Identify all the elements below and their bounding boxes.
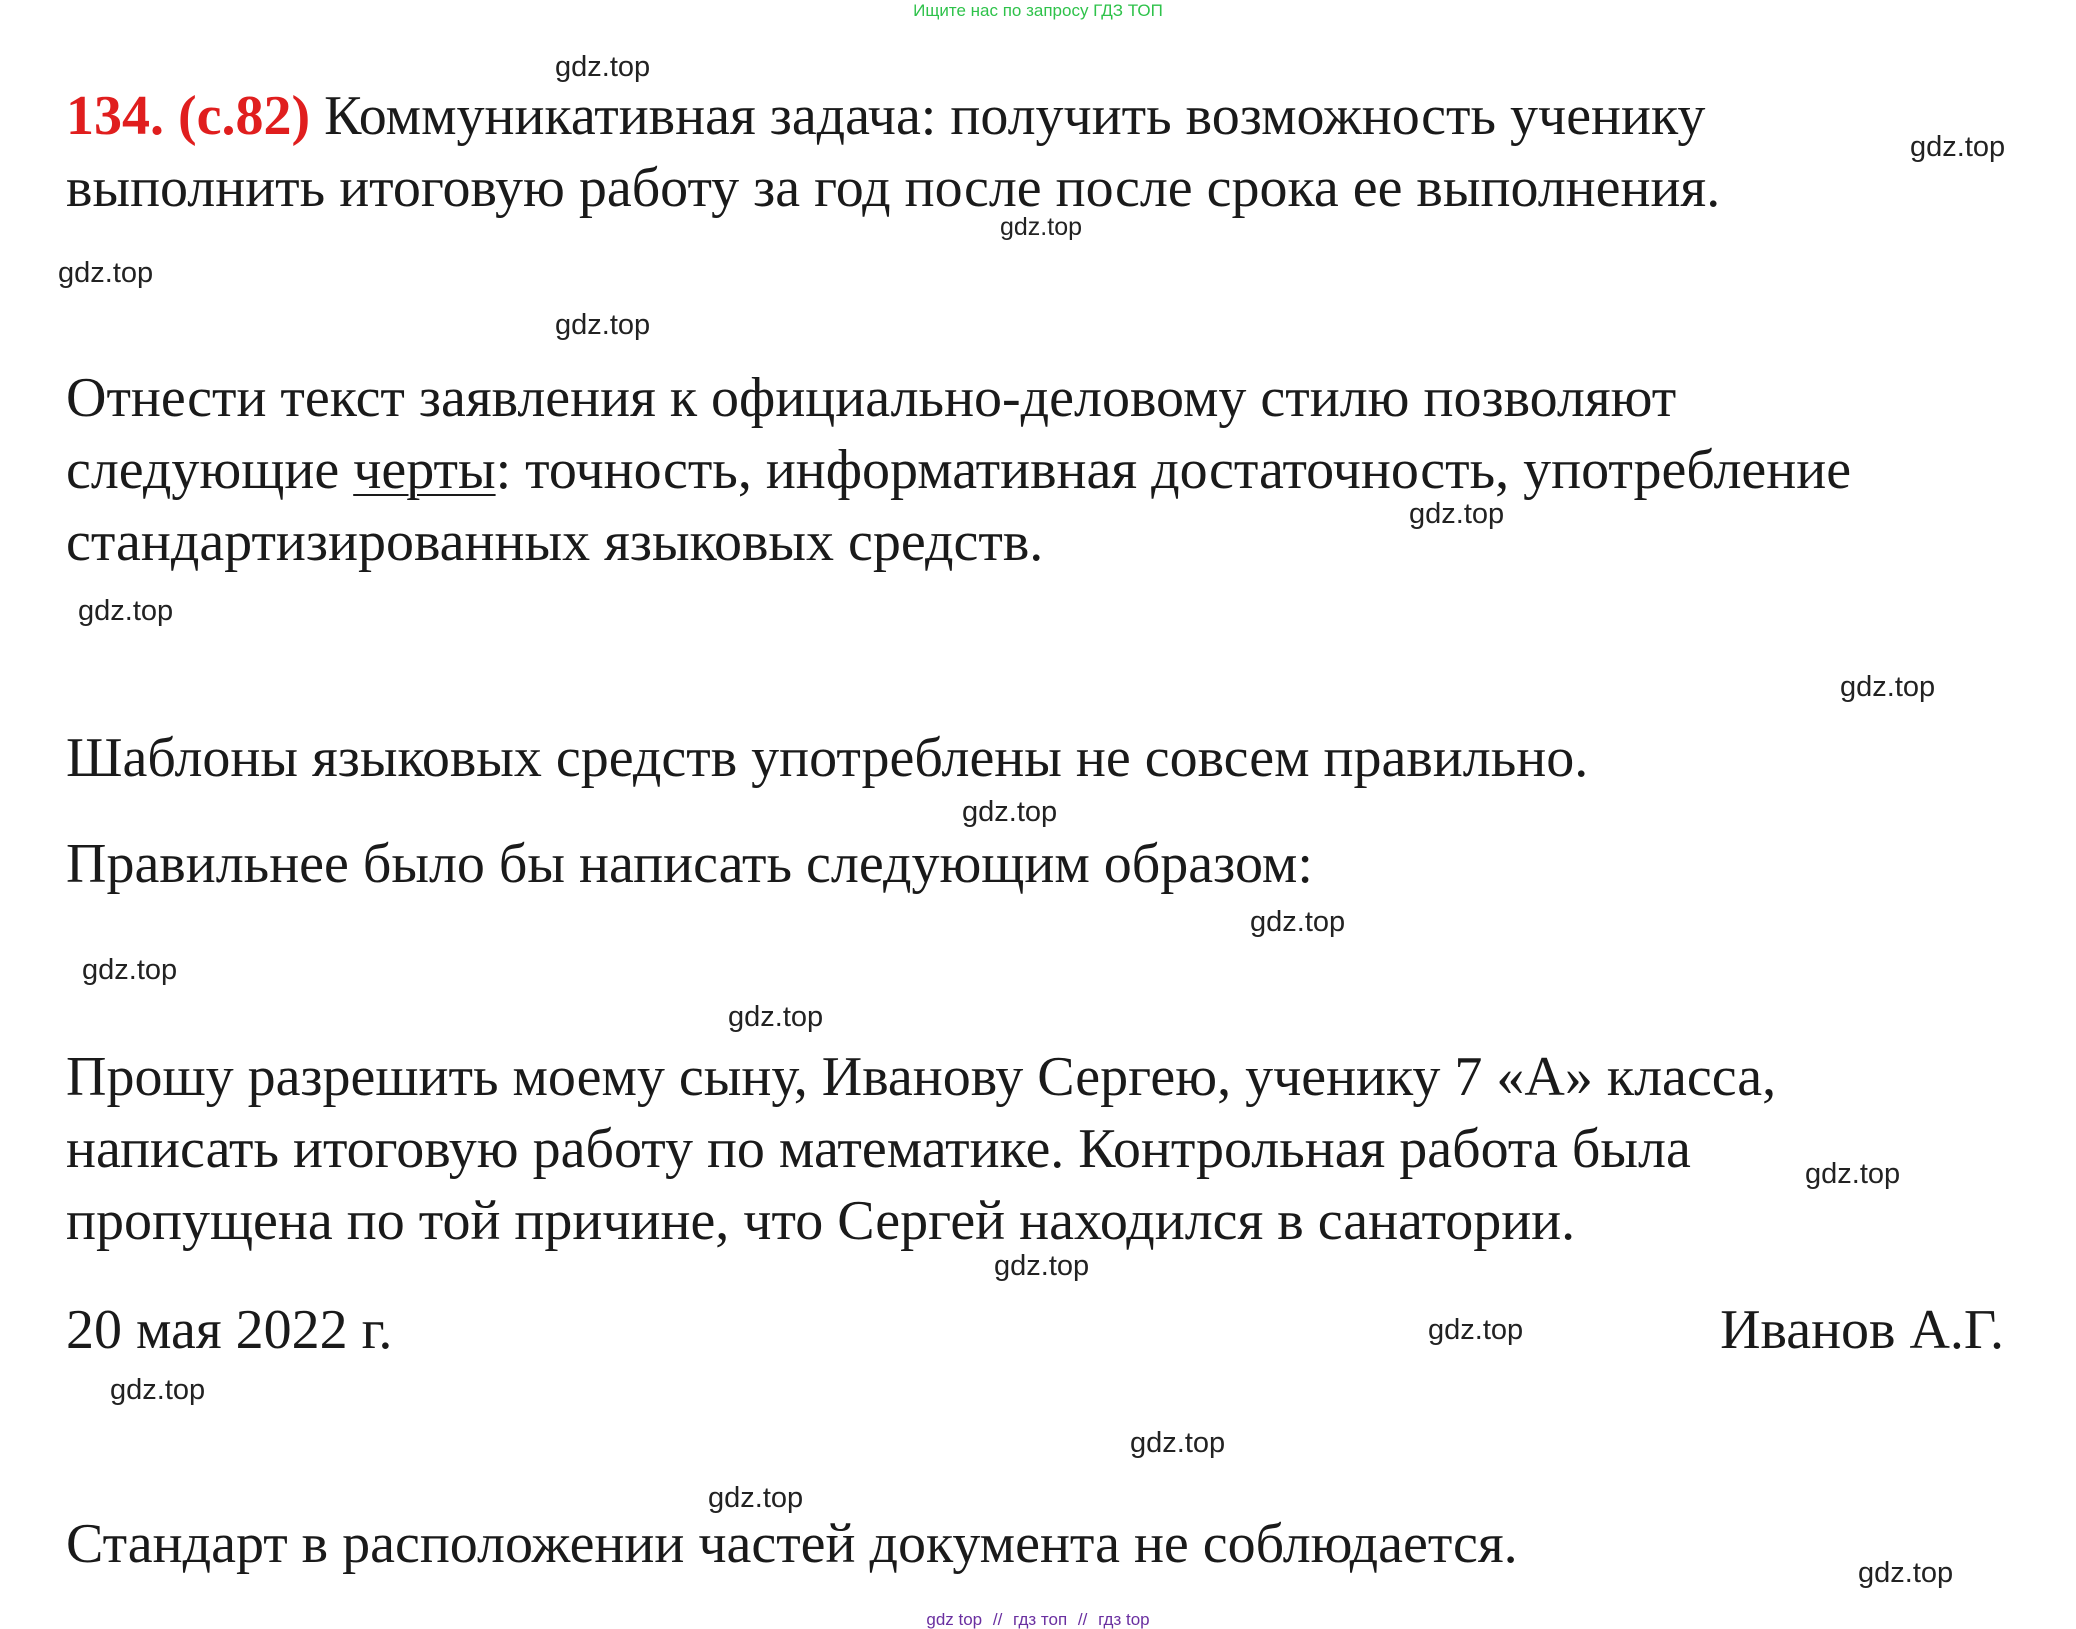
watermark: gdz.top [1805, 1158, 1901, 1190]
watermark: gdz.top [994, 1250, 1090, 1282]
footer-link-2[interactable]: гдз топ [1013, 1610, 1068, 1629]
statement-date: 20 мая 2022 г. [66, 1299, 393, 1361]
style-paragraph-line-2-end: : точность, информативная достаточность, употребление [495, 439, 1852, 501]
task-heading-line-1 [66, 80, 1705, 152]
search-banner [0, 0, 2076, 22]
watermark: gdz.top [1858, 1557, 1954, 1589]
footer-link-1[interactable]: gdz top [926, 1610, 983, 1629]
watermark: gdz.top [555, 309, 651, 341]
task-number: 134. (с.82) [66, 85, 311, 147]
statement-line-1: Прошу разрешить моему сыну, Иванову Сергею, ученику 7 «А» класса, [66, 1046, 1777, 1108]
footer-separator: // [1077, 1610, 1088, 1629]
watermark: gdz.top [1910, 131, 2006, 163]
watermark: gdz.top [1130, 1427, 1226, 1459]
watermark: gdz.top [728, 1001, 824, 1033]
footer-link-3[interactable]: гдз top [1098, 1610, 1150, 1629]
footer-separator: // [992, 1610, 1003, 1629]
correct-intro: Правильнее было бы написать следующим образом: [66, 833, 1313, 895]
task-heading-text: Коммуникативная задача: получить возможность ученику [310, 85, 1706, 147]
watermark: gdz.top [82, 954, 178, 986]
statement-line-3: пропущена по той причине, что Сергей находился в санатории. [66, 1190, 1576, 1252]
search-banner-text: Ищите нас по запросу ГДЗ ТОП [913, 1, 1163, 20]
task-heading-line-2: выполнить итоговую работу за год после после срока ее выполнения. [66, 157, 1721, 219]
style-paragraph-line-2 [66, 434, 1851, 506]
footer-links [0, 1611, 2076, 1629]
standard-sentence: Стандарт в расположении частей документа не соблюдается. [66, 1513, 1518, 1575]
style-paragraph-line-2-start: следующие [66, 439, 354, 501]
style-paragraph-line-3: стандартизированных языковых средств. [66, 511, 1044, 573]
watermark: gdz.top [1428, 1314, 1524, 1346]
watermark: gdz.top [110, 1374, 206, 1406]
watermark: gdz.top [962, 796, 1058, 828]
watermark: gdz.top [708, 1482, 804, 1514]
watermark: gdz.top [1250, 906, 1346, 938]
watermark: gdz.top [1409, 498, 1505, 530]
statement-signature: Иванов А.Г. [1720, 1299, 2004, 1361]
watermark: gdz.top [78, 595, 174, 627]
watermark: gdz.top [1840, 671, 1936, 703]
underlined-word: черты [353, 439, 496, 501]
watermark: gdz.top [58, 257, 154, 289]
watermark: gdz.top [1000, 213, 1083, 241]
templates-sentence: Шаблоны языковых средств употреблены не совсем правильно. [66, 727, 1589, 789]
statement-line-2: написать итоговую работу по математике. Контрольная работа была [66, 1118, 1691, 1180]
watermark: gdz.top [555, 51, 651, 83]
style-paragraph-line-1: Отнести текст заявления к официально-деловому стилю позволяют [66, 367, 1677, 429]
